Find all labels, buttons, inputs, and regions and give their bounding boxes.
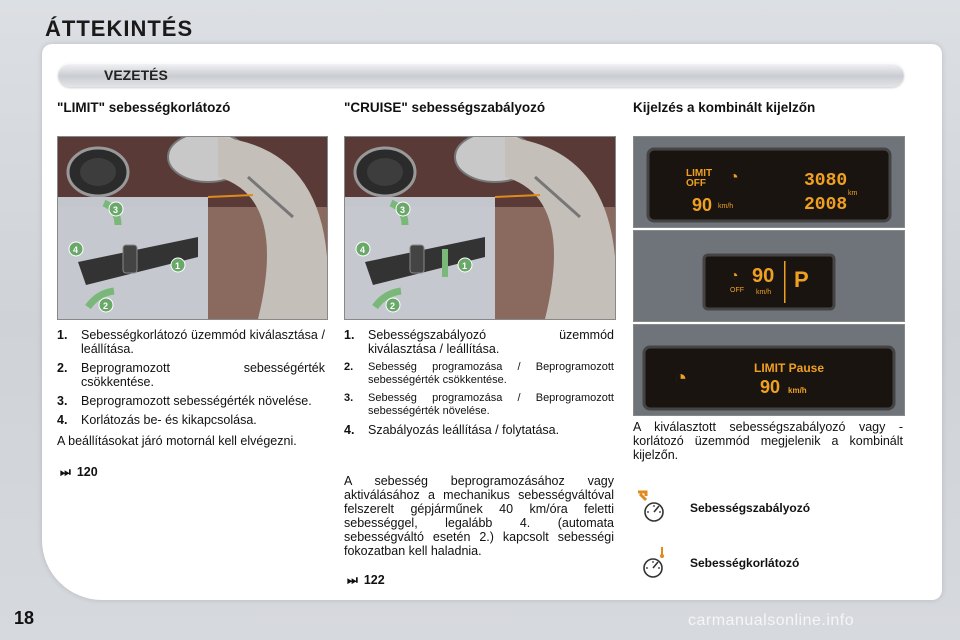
list-item: 1. Sebességkorlátozó üzemmód kiválasztása / leállítása. (57, 328, 325, 356)
speed-limiter-lcd-icon: ◔ (729, 169, 739, 186)
legend-limiter-label: Sebességkorlátozó (690, 556, 800, 570)
list-item: 2. Beprogramozott sebességérték csökkentése. (57, 361, 325, 389)
lcd-status: LIMIT Pause (754, 361, 825, 375)
list-item: 4. Korlátozás be- és kikapcsolása. (57, 413, 257, 427)
page-ref-arrow-icon: ⏭ (60, 465, 71, 479)
watermark: carmanualsonline.info (688, 612, 855, 629)
limit-heading: "LIMIT" sebességkorlátozó (57, 100, 231, 115)
lcd-odo-unit: km (848, 190, 858, 197)
cruise-control-icon (636, 490, 666, 524)
speed-limiter-lcd-icon: ◔ (730, 267, 739, 283)
cruise-stalk-photo (344, 136, 616, 320)
list-item: 3. Beprogramozott sebességérték növelése. (57, 394, 312, 408)
list-item: 3. Sebesség programozása / Beprogramozott sebességérték növelése. (344, 392, 614, 417)
list-item: 1. Sebességszabályozó üzemmód kiválasztása / leállítása. (344, 328, 614, 356)
lcd-speed: 90 (760, 377, 781, 397)
display-heading: Kijelzés a kombinált kijelzőn (633, 100, 816, 115)
combined-display-2 (633, 230, 905, 322)
page-title: ÁTTEKINTÉS (45, 16, 194, 41)
limit-stalk-photo (57, 136, 328, 320)
limit-list (57, 328, 325, 432)
cruise-list (344, 328, 614, 442)
svg-text:2: 2 (390, 301, 396, 311)
list-item: 4. Szabályozás leállítása / folytatása. (344, 423, 560, 437)
lcd-mode: OFF (730, 287, 744, 294)
page-number: 18 (14, 608, 35, 628)
lcd-odometer: 3080 (804, 171, 848, 191)
display-note: A kiválasztott sebességszabályozó vagy -korlátozó üzemmód megjelenik a kombinált kijelzőn. (633, 420, 903, 462)
svg-text:3: 3 (400, 205, 406, 215)
legend-cruise-label: Sebességszabályozó (690, 501, 811, 515)
svg-text:3: 3 (113, 205, 119, 215)
cruise-heading: "CRUISE" sebességszabályozó (344, 100, 546, 115)
cruise-page-ref[interactable]: ⏭ 122 (347, 573, 385, 587)
combined-display-3 (633, 324, 905, 416)
lcd-mode-bottom: OFF (686, 178, 706, 189)
combined-display-1 (633, 136, 905, 228)
speed-limiter-lcd-icon: ◔ (674, 365, 688, 390)
lcd-unit: km/h (756, 289, 772, 296)
svg-text:1: 1 (462, 261, 468, 271)
limit-page-ref[interactable]: ⏭ 120 (60, 465, 98, 479)
lcd-mode-top: LIMIT (686, 168, 713, 179)
section-bar (58, 63, 904, 87)
svg-text:1: 1 (175, 261, 181, 271)
cruise-note: A sebesség beprogramozásához vagy aktiválásához a mechanikus sebességváltóval felszerelt gépjárműnek 40 km/óra feletti sebességgel, legalább 4. (automata sebességváltó esetén 2.) kapcsolt sebességi fokozatban kell haladnia. (344, 474, 614, 558)
speed-limiter-icon (638, 546, 668, 580)
svg-text:2: 2 (103, 301, 109, 311)
limit-note: A beállításokat járó motornál kell elvégezni. (57, 434, 297, 448)
lcd-unit: km/h (718, 203, 734, 210)
svg-text:4: 4 (360, 245, 366, 255)
lcd-speed: 90 (752, 265, 775, 287)
lcd-gear: P (794, 267, 809, 292)
section-label: VEZETÉS (104, 67, 168, 83)
svg-text:4: 4 (73, 245, 79, 255)
lcd-unit: km/h (788, 386, 807, 395)
lcd-speed: 90 (692, 195, 713, 215)
list-item: 2. Sebesség programozása / Beprogramozott sebességérték csökkentése. (344, 361, 614, 386)
page-ref-arrow-icon: ⏭ (347, 573, 358, 587)
lcd-trip: 2008 (804, 195, 848, 215)
